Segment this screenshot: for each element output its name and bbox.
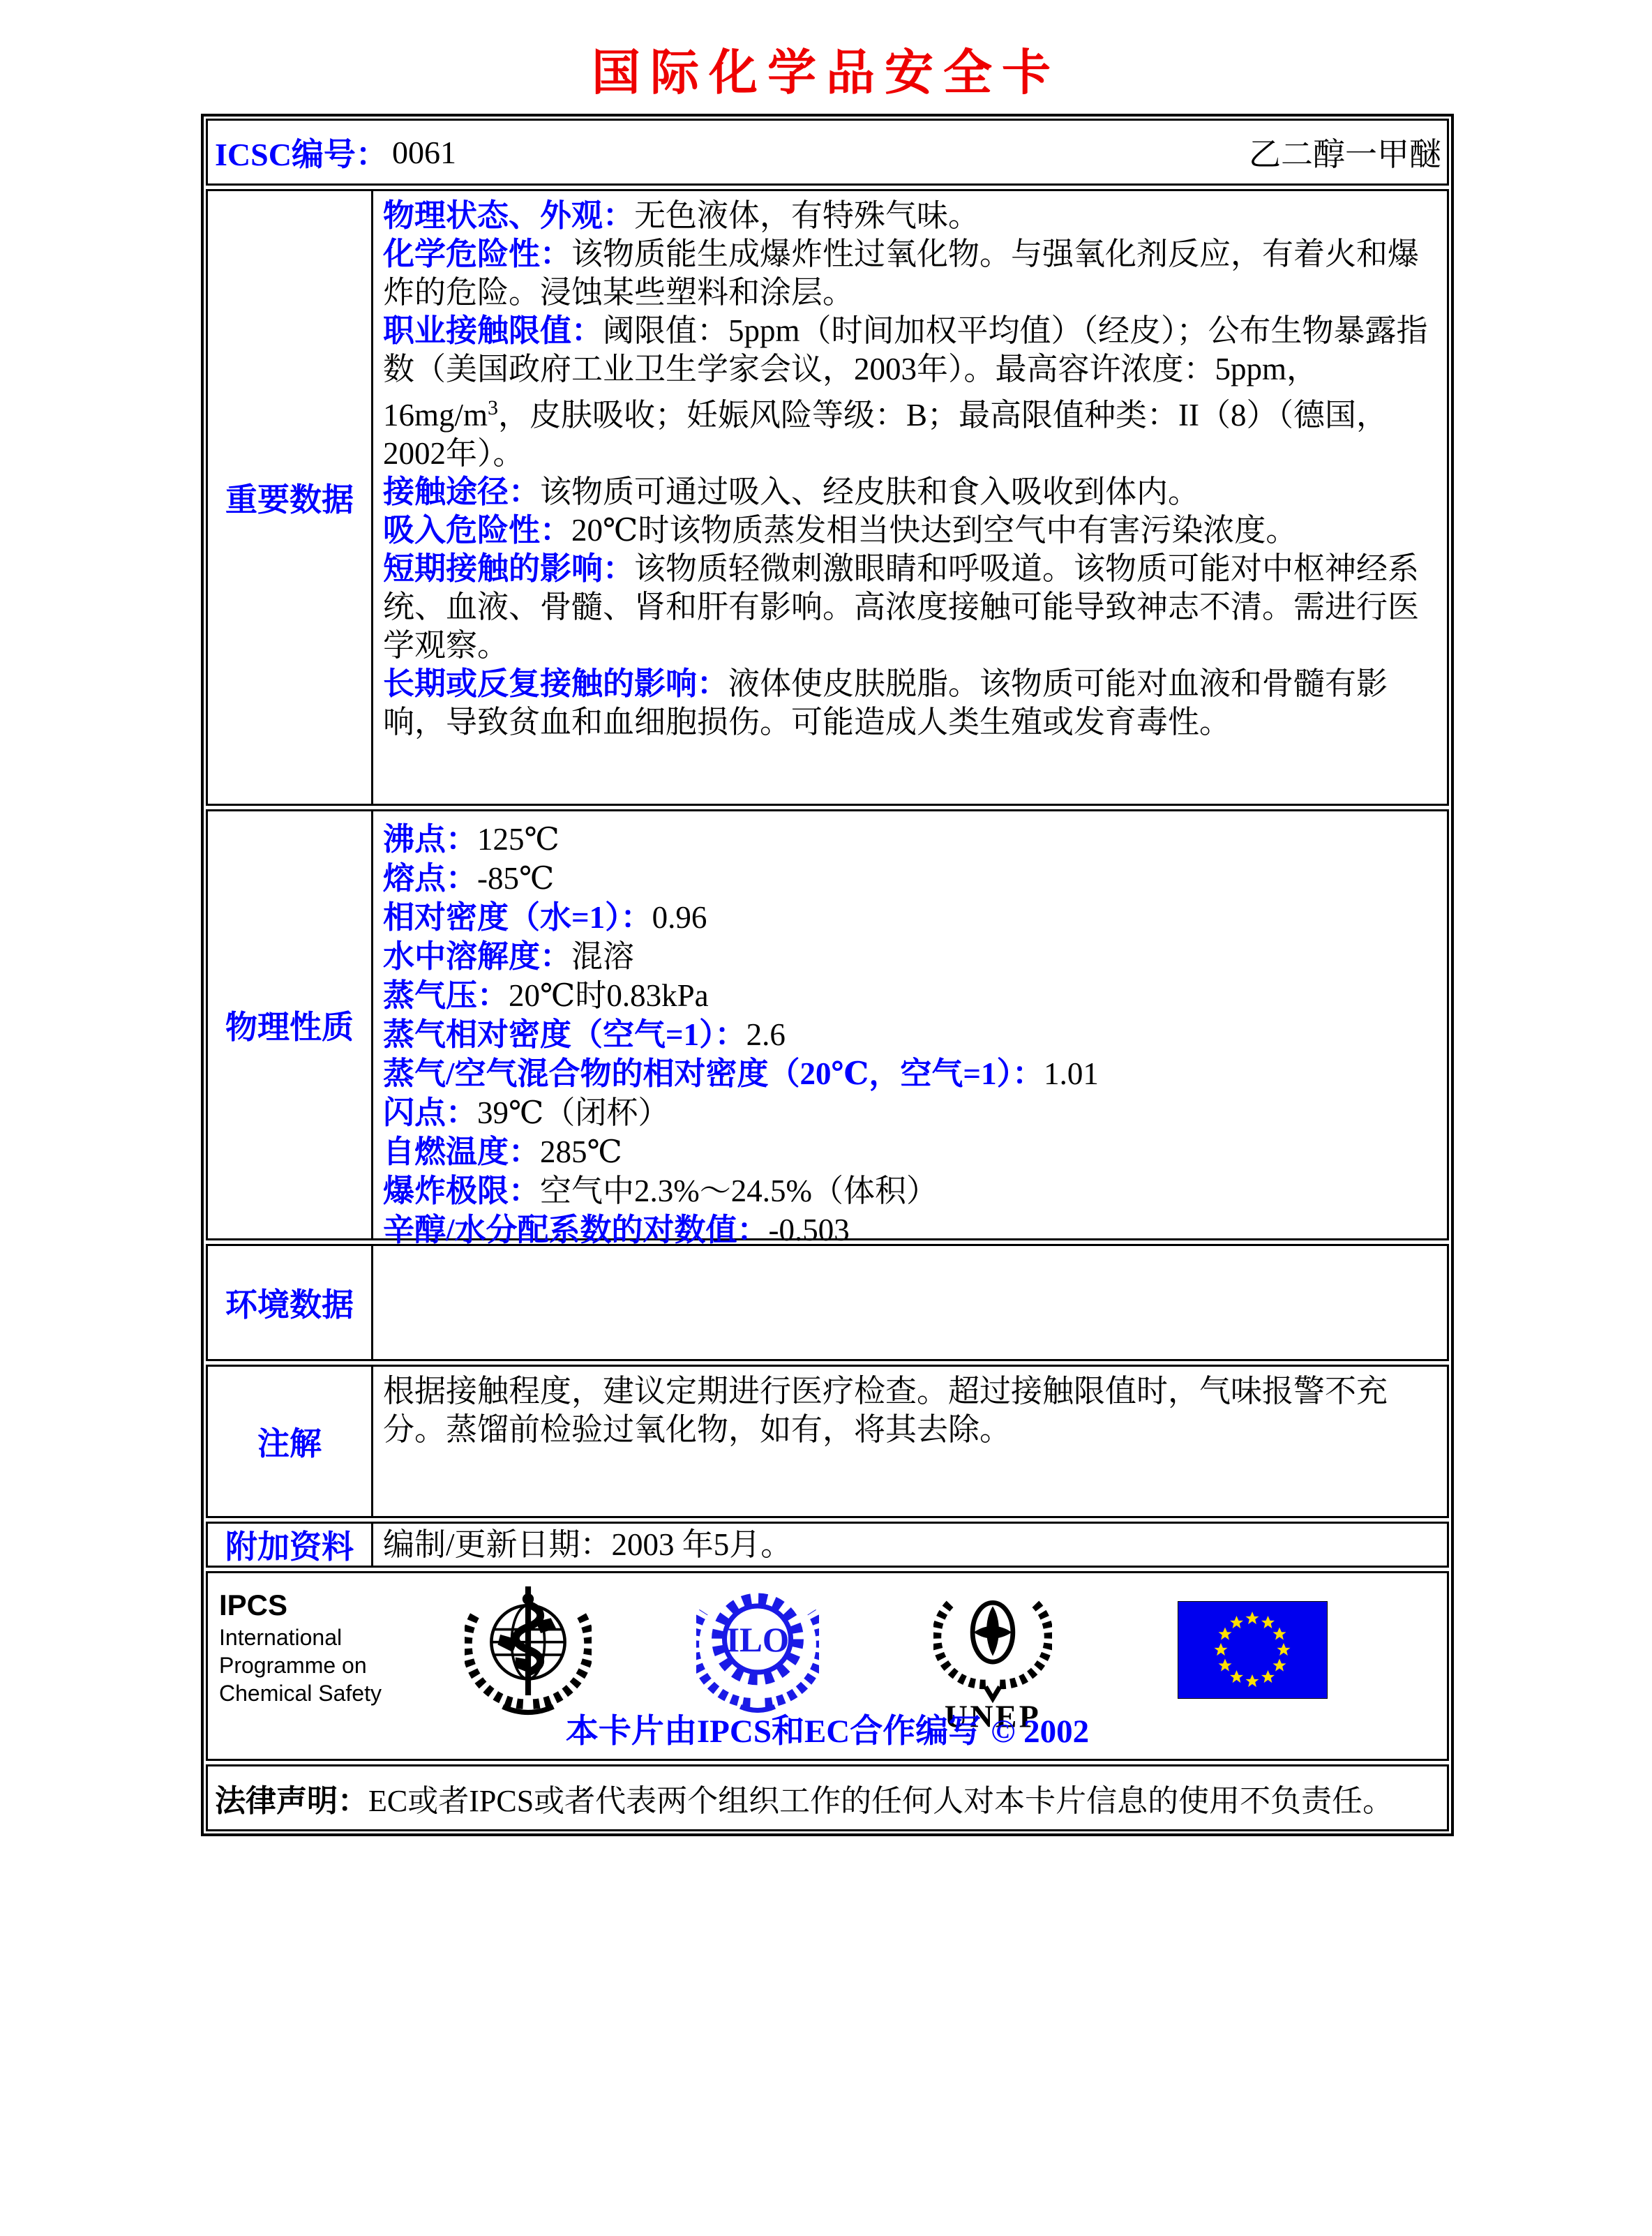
legal-notice-text: EC或者IPCS或者代表两个组织工作的任何人对本卡片信息的使用不负责任。 — [368, 1784, 1394, 1818]
important-item-short-term-effects — [383, 550, 1429, 665]
field-label: 沸点： — [383, 822, 478, 857]
field-value: 0.96 — [652, 900, 707, 935]
legal-notice-row — [206, 1764, 1449, 1831]
section-label-important-data: 重要数据 — [208, 191, 373, 804]
page-title: 国际化学品安全卡 — [592, 47, 1060, 100]
field-value: 39℃（闭杯） — [477, 1095, 670, 1130]
physical-item-autoignition-temperature — [383, 1132, 1429, 1171]
field-label: 吸入危险性： — [383, 513, 572, 548]
footer-caption-text: 本卡片由IPCS和EC合作编写 — [565, 1713, 982, 1750]
field-value: 该物质能生成爆炸性过氧化物。与强氧化剂反应，有着火和爆炸的危险。浸蚀某些塑料和涂层。 — [383, 237, 1420, 310]
field-value: 2.6 — [746, 1017, 786, 1052]
ilo-logo-icon — [696, 1580, 819, 1713]
chemical-name: 乙二醇一甲醚 — [1249, 137, 1441, 172]
physical-item-vapor-air-mixture-density — [383, 1054, 1429, 1093]
environmental-data-content — [373, 1246, 1447, 1359]
physical-item-boiling-point — [383, 820, 1429, 859]
field-label: 蒸气/空气混合物的相对密度（20℃，空气=1）： — [383, 1056, 1044, 1091]
ipcs-line: Programme on — [219, 1653, 367, 1678]
section-label-physical-properties: 物理性质 — [208, 811, 373, 1238]
field-value: 285℃ — [540, 1134, 622, 1169]
field-value: 20℃时0.83kPa — [509, 978, 709, 1013]
header-row — [206, 119, 1449, 186]
field-label: 爆炸极限： — [383, 1173, 541, 1208]
legal-notice-label: 法律声明： — [215, 1784, 368, 1818]
important-item-physical-state — [383, 197, 1429, 235]
ilo-monogram: ILO — [726, 1621, 790, 1660]
physical-item-melting-point — [383, 859, 1429, 898]
field-value: 125℃ — [477, 822, 560, 857]
icsc-number-label: ICSC编号： — [215, 137, 388, 172]
unep-label: UNEP — [944, 1698, 1042, 1734]
superscript: 3 — [488, 396, 499, 419]
field-value: 无色液体，有特殊气味。 — [634, 198, 980, 233]
field-label: 职业接触限值： — [383, 313, 603, 348]
physical-item-vapor-relative-density — [383, 1015, 1429, 1054]
important-item-occupational-limits — [383, 312, 1429, 473]
field-label: 蒸气相对密度（空气=1）： — [383, 1017, 746, 1052]
ipcs-title: IPCS — [219, 1589, 288, 1621]
field-label: 长期或反复接触的影响： — [383, 666, 729, 701]
field-label: 蒸气压： — [383, 978, 509, 1013]
field-label: 相对密度（水=1）： — [383, 900, 652, 935]
ipcs-text-block — [219, 1587, 382, 1707]
ipcs-line: International — [219, 1625, 343, 1650]
additional-info-text: 编制/更新日期：2003 年5月。 — [383, 1526, 793, 1562]
field-value: 空气中2.3%～24.5%（体积） — [540, 1173, 938, 1208]
section-environmental-data — [206, 1244, 1449, 1361]
field-label: 自燃温度： — [383, 1134, 541, 1169]
field-label: 辛醇/水分配系数的对数值： — [383, 1213, 769, 1247]
icsc-number-value: 0061 — [391, 134, 456, 170]
field-value: 20℃时该物质蒸发相当快达到空气中有害污染浓度。 — [571, 513, 1298, 548]
important-item-long-term-effects — [383, 665, 1429, 742]
physical-item-explosive-limits — [383, 1171, 1429, 1210]
who-logo-icon — [465, 1579, 592, 1716]
field-value: 混溶 — [571, 939, 635, 974]
field-label: 接触途径： — [383, 474, 541, 509]
field-value: -85℃ — [477, 861, 555, 896]
physical-item-octanol-water-partition — [383, 1210, 1429, 1250]
important-item-exposure-routes — [383, 473, 1429, 511]
field-label: 短期接触的影响： — [383, 551, 635, 586]
field-label: 水中溶解度： — [383, 939, 572, 974]
field-label: 熔点： — [383, 861, 478, 896]
section-label-notes: 注解 — [208, 1367, 373, 1516]
important-data-content — [373, 191, 1447, 804]
physical-item-water-solubility — [383, 937, 1429, 976]
additional-info-content — [373, 1524, 1447, 1566]
section-label-additional-info: 附加资料 — [208, 1524, 373, 1566]
notes-content — [373, 1367, 1447, 1516]
important-item-chemical-danger — [383, 235, 1429, 312]
footer-logos-row — [206, 1571, 1449, 1761]
field-value: ，皮肤吸收；妊娠风险等级：B；最高限值种类：II（8）（德国，2002年）。 — [383, 398, 1388, 471]
footer-copyright: © 2002 — [991, 1713, 1090, 1750]
physical-item-vapor-pressure — [383, 976, 1429, 1015]
section-important-data — [206, 189, 1449, 806]
field-value: 阈限值：5ppm（时间加权平均值）（经皮）；公布生物暴露指数（美国政府工业卫生学家会议，2003年）。最高容许浓度：5ppm，16mg/m — [383, 313, 1428, 433]
section-physical-properties — [206, 809, 1449, 1247]
notes-text: 根据接触程度，建议定期进行医疗检查。超过接触限值时，气味报警不充分。蒸馏前检验过氧化物，如有，将其去除。 — [383, 1374, 1388, 1447]
footer-caption — [208, 1705, 1447, 1752]
field-label: 物理状态、外观： — [383, 198, 635, 233]
eu-flag-icon — [1178, 1601, 1328, 1699]
physical-item-relative-density — [383, 898, 1429, 937]
field-label: 化学危险性： — [383, 237, 572, 271]
important-item-inhalation-risk — [383, 511, 1429, 550]
section-label-environmental-data: 环境数据 — [208, 1246, 373, 1359]
physical-item-flash-point — [383, 1093, 1429, 1132]
ipcs-line: Chemical Safety — [219, 1681, 382, 1706]
field-value: 该物质可通过吸入、经皮肤和食入吸收到体内。 — [540, 474, 1200, 509]
section-additional-info — [206, 1522, 1449, 1568]
field-value: -0.503 — [768, 1213, 850, 1247]
section-notes — [206, 1365, 1449, 1518]
field-value: 该物质轻微刺激眼睛和呼吸道。该物质可能对中枢神经系统、血液、骨髓、肾和肝有影响。高浓度接触可能导致神志不清。需进行医学观察。 — [383, 551, 1420, 663]
icsc-card — [201, 114, 1454, 1836]
field-value: 液体使皮肤脱脂。该物质可能对血液和骨髓有影响，导致贫血和血细胞损伤。可能造成人类生殖或发育毒性。 — [383, 666, 1388, 740]
field-value: 1.01 — [1044, 1056, 1099, 1091]
physical-properties-content — [373, 811, 1447, 1247]
field-label: 闪点： — [383, 1095, 478, 1130]
